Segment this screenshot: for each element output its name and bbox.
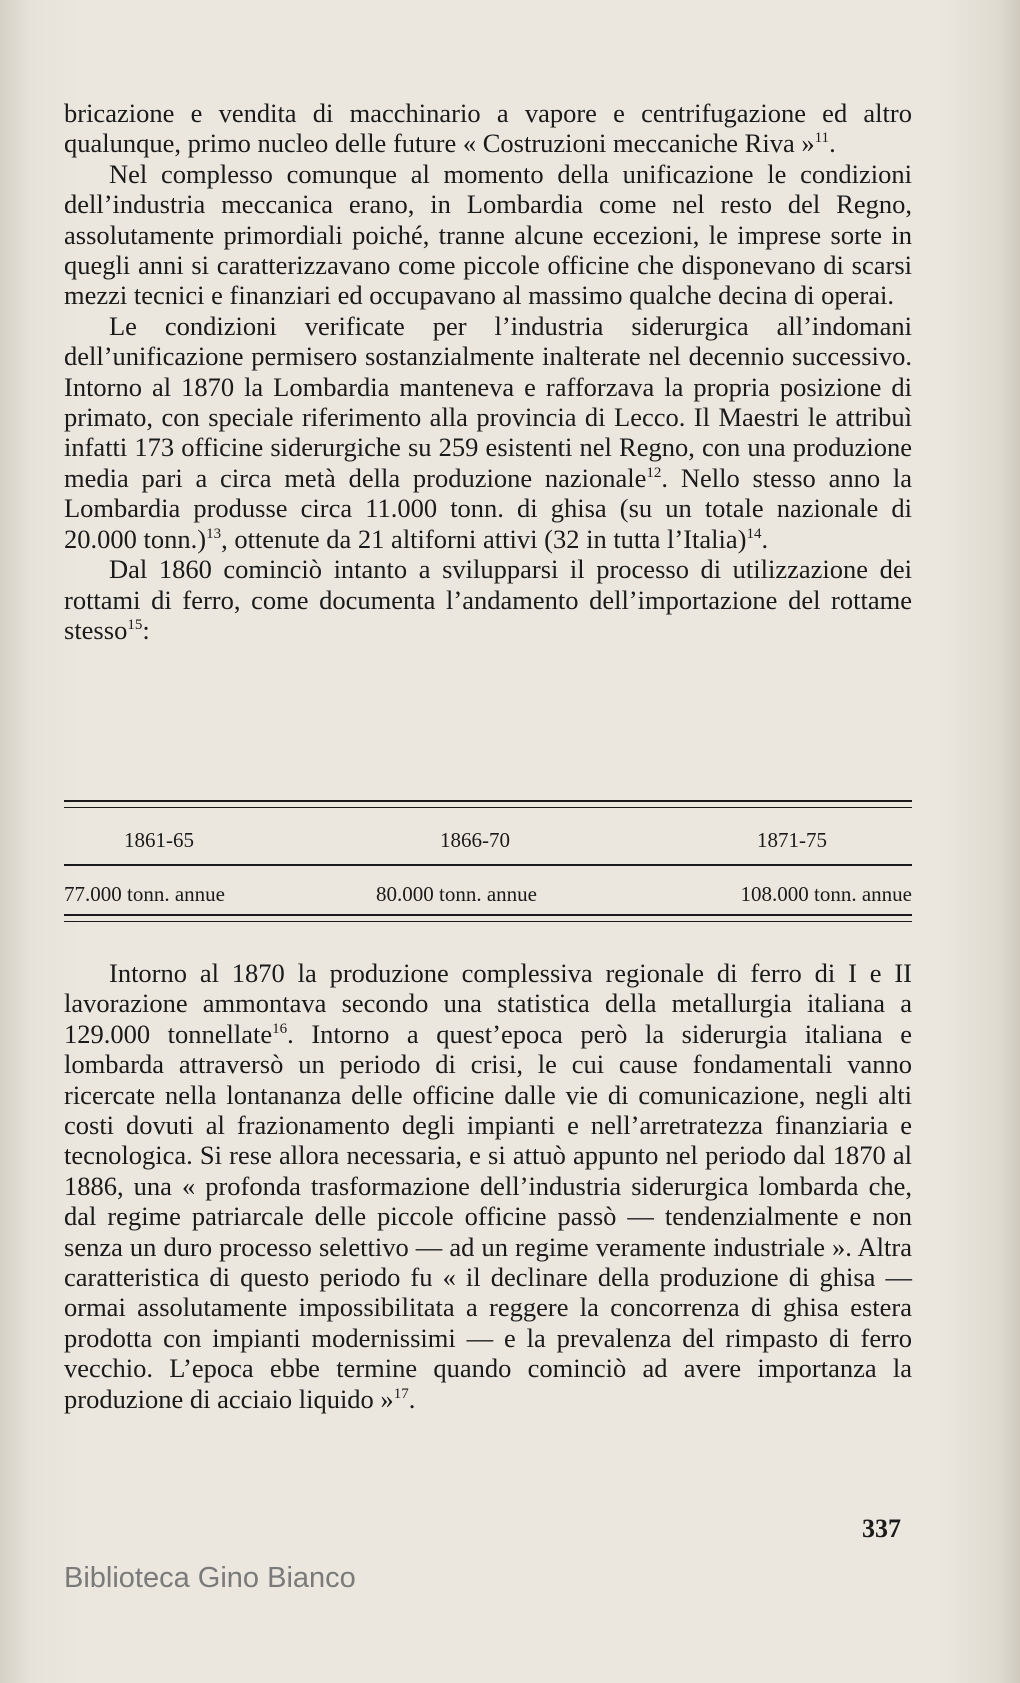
header-cell: 1861-65: [124, 828, 194, 852]
paragraph-4: [64, 554, 912, 645]
paragraph-3: [64, 311, 912, 554]
paragraph-text: . Nello stesso anno la Lombardia produsse circa 11.000 tonn. di ghisa (su un totale nazionale di 20.000 tonn.): [64, 462, 912, 554]
footnote-ref: 16: [272, 1020, 288, 1037]
paragraph-text: . Intorno a quest’epoca però la siderurgia italiana e lombarda attraversò un periodo di crisi, le cui cause fondamentali vanno ricercate nella lontananza delle officine dalle vie di comunicazione, negli alti costi dovuti al frazionamento degli impianti e nell’arretratezza finanziaria e tecnologica. Si rese allora necessaria, e si attuò appunto nel periodo dal 1870 al 1886, una « profonda trasformazione dell’industria siderurgica lombarda che, dal regime patriarcale delle piccole officine passò — tendenzialmente e non senza un duro processo selettivo — ad un regime veramente industriale ». Altra caratteristica di questo periodo fu « il declinare della produzione di ghisa — ormai assolutamente impossibilitata a reggere la concorrenza di ghisa estera prodotta con impianti modernissimi — e la prevalenza del rimpasto di ferro vecchio. L’epoca ebbe termine quando cominciò ad avere importanza la produzione di acciaio liquido »: [64, 1018, 912, 1414]
paragraph-text: bricazione e vendita di macchinario a vapore e centrifugazione ed altro qualunque, primo nucleo delle future « Costruzioni meccaniche Riva »: [64, 98, 912, 159]
paragraph-5: [64, 958, 912, 1414]
library-watermark: Biblioteca Gino Bianco: [64, 1562, 356, 1594]
paragraph-2: Nel complesso comunque al momento della unificazione le condizioni dell’industria meccanica erano, in Lombardia come nel resto del Regno, assolutamente primordiali poiché, tranne alcune eccezioni, le imprese sorte in quegli anni si caratterizzavano come piccole officine che disponevano di scarsi mezzi tecnici e finanziari ed occupavano al massimo qualche decina di operai.: [64, 158, 912, 311]
footnote-ref: 15: [127, 617, 143, 634]
header-cell: 1871-75: [757, 828, 827, 852]
header-cell: 1866-70: [440, 828, 510, 852]
table-row: [64, 866, 912, 914]
paragraph-1: [64, 98, 912, 159]
body-text-bottom: [64, 958, 912, 1414]
paragraph-text: :: [142, 614, 150, 645]
table-bottom-rule: [64, 914, 912, 922]
table-header-row: [64, 808, 912, 864]
body-text-top: [64, 98, 912, 645]
paragraph-text: Intorno al 1870 la produzione complessiva regionale di ferro di I e II lavorazione ammontava secondo una statistica della metallurgia italiana a 129.000 tonnellate: [64, 958, 912, 1049]
data-cell: 108.000 tonn. annue: [740, 882, 912, 906]
footnote-ref: 11: [814, 130, 830, 147]
paragraph-text: , ottenute da 21 altiforni attivi (32 in tutta l’Italia): [221, 523, 747, 554]
footnote-ref: 17: [393, 1385, 409, 1402]
data-cell: 77.000 tonn. annue: [64, 882, 225, 906]
paragraph-text: .: [408, 1383, 416, 1414]
paragraph-text: .: [829, 128, 836, 159]
page-number: 337: [862, 1514, 901, 1543]
paragraph-text: .: [761, 523, 769, 554]
paragraph-text: Dal 1860 cominciò intanto a svilupparsi il processo di utilizzazione dei rottami di ferro, come documenta l’andamento dell’importazione del rottame stesso: [64, 554, 912, 645]
table-top-rule: [64, 800, 912, 808]
paragraph-text: Le condizioni verificate per l’industria siderurgica all’indomani dell’unificazione permisero sostanzialmente inalterate nel decennio successivo. Intorno al 1870 la Lombardia manteneva e rafforzava la propria posizione di primato, con speciale riferimento alla provincia di Lecco. Il Maestri le attribuì infatti 173 officine siderurgiche su 259 esistenti nel Regno, con una produzione media pari a circa metà della produzione nazionale: [64, 310, 912, 493]
footnote-ref: 14: [746, 525, 762, 542]
scrap-import-table: [64, 800, 912, 922]
data-cell: 80.000 tonn. annue: [376, 882, 537, 906]
footnote-ref: 12: [646, 465, 662, 482]
footnote-ref: 13: [206, 525, 222, 542]
